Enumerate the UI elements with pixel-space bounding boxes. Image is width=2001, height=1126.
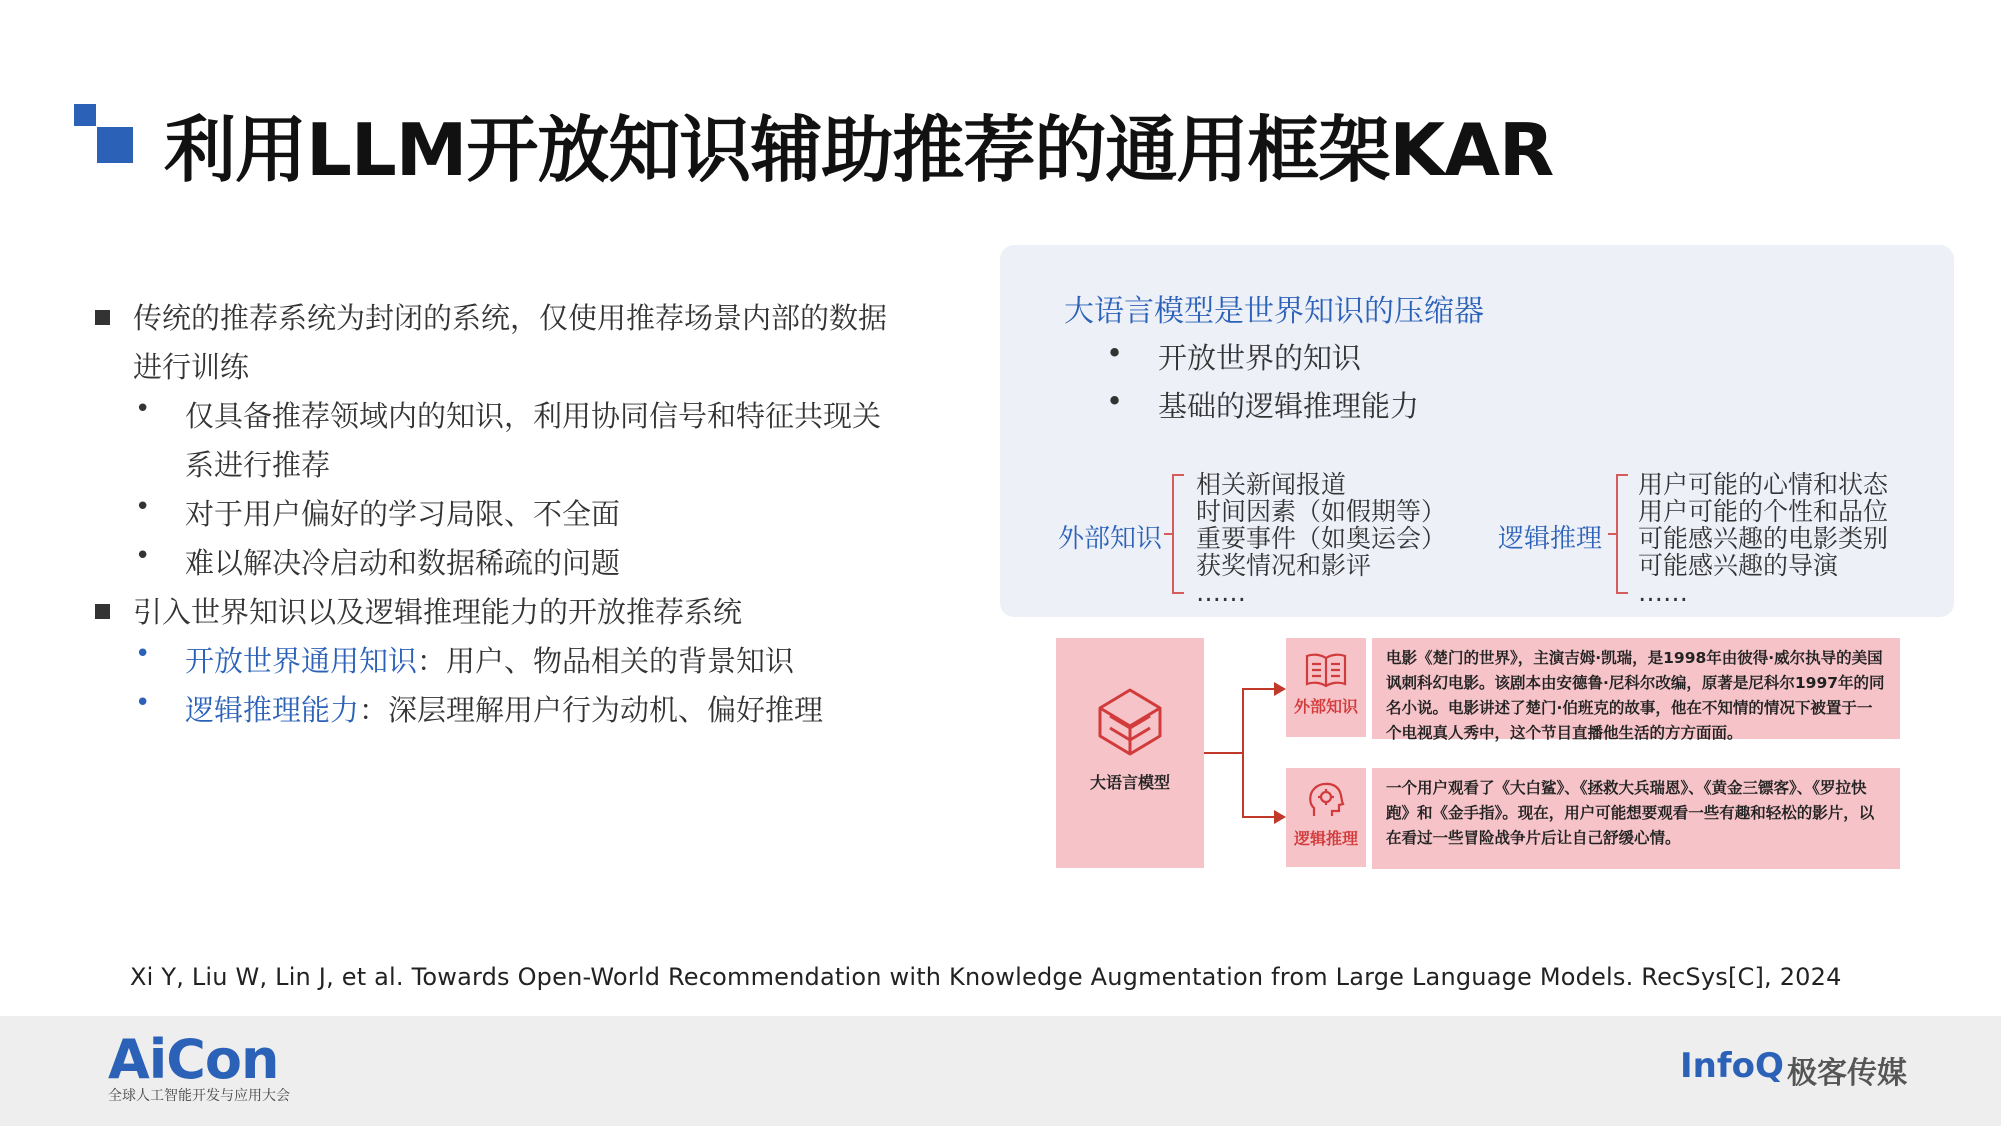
square-bullet-icon: [95, 310, 110, 325]
sub-5-rest: ：深层理解用户行为动机、偏好推理: [359, 693, 824, 727]
external-knowledge-list: [1196, 471, 1446, 606]
dot-bullet-icon: •: [135, 492, 151, 522]
dot-bullet-icon: •: [1106, 384, 1124, 418]
sub-4: [185, 639, 794, 680]
sub-4-rest: ：用户、物品相关的背景知识: [417, 644, 795, 678]
brace-tick: [1164, 533, 1174, 535]
panel-title: 大语言模型是世界知识的压缩器: [1064, 294, 1484, 329]
reasoning-item: 用户可能的个性和品位: [1638, 497, 1889, 526]
connector: [1242, 688, 1244, 816]
external-item: 重要事件（如奥运会）: [1196, 524, 1447, 553]
dot-bullet-icon: •: [135, 541, 151, 571]
aicon-subtitle: 全球人工智能开发与应用大会: [108, 1088, 290, 1104]
panel-bullet-1: 开放世界的知识: [1158, 341, 1362, 375]
aicon-logo: AiCon: [108, 1028, 279, 1091]
external-item: 时间因素（如假期等）: [1196, 497, 1447, 526]
arrow-right-icon: [1274, 810, 1286, 824]
arrow-right-icon: [1274, 682, 1286, 696]
dot-bullet-icon: •: [135, 394, 151, 424]
sub-1-line-1: 仅具备推荐领域内的知识，利用协同信号和特征共现关: [185, 399, 882, 433]
sub-3: 难以解决冷启动和数据稀疏的问题: [185, 546, 621, 580]
connector: [1204, 752, 1242, 754]
sub-1-line-2: 系进行推荐: [185, 448, 331, 482]
bullet-2: 引入世界知识以及逻辑推理能力的开放推荐系统: [133, 595, 743, 629]
reasoning-item: 用户可能的心情和状态: [1638, 470, 1889, 499]
dot-bullet-icon: •: [135, 688, 151, 718]
external-knowledge-label: 外部知识: [1058, 524, 1163, 554]
reasoning-item: 可能感兴趣的导演: [1638, 551, 1839, 580]
external-knowledge-small-label: 外部知识: [1293, 697, 1358, 716]
citation: Xi Y, Liu W, Lin J, et al. Towards Open-World Recommendation with Knowledge Augmentation from Large Language Models. RecSys[C], 2024: [130, 963, 1842, 991]
dot-bullet-icon: •: [1106, 336, 1124, 370]
external-item: ……: [1196, 578, 1246, 607]
sub-2: 对于用户偏好的学习局限、不全面: [185, 497, 621, 531]
square-bullet-icon: [95, 604, 110, 619]
dot-bullet-icon: •: [135, 639, 151, 669]
reasoning-item: ……: [1638, 578, 1688, 607]
bullet-1-line-2: 进行训练: [133, 350, 250, 384]
book-icon: [1304, 652, 1348, 688]
sub-5-key: 逻辑推理能力: [185, 693, 360, 727]
external-item: 获奖情况和影评: [1196, 551, 1372, 580]
reasoning-item: 可能感兴趣的电影类别: [1638, 524, 1889, 553]
sub-5: [185, 688, 823, 729]
external-item: 相关新闻报道: [1196, 470, 1347, 499]
brace-tick: [1608, 533, 1618, 535]
llm-brain-icon: [1094, 686, 1166, 758]
reasoning-label: 逻辑推理: [1498, 524, 1603, 554]
panel-bullet-2: 基础的逻辑推理能力: [1158, 389, 1420, 423]
infoq-logo: InfoQ: [1680, 1046, 1784, 1086]
title-logo-icon: [74, 104, 134, 164]
external-knowledge-text: 电影《楚门的世界》，主演吉姆·凯瑞，是1998年由彼得·威尔执导的美国讽刺科幻电影。该剧本由安德鲁·尼科尔改编，原著是尼科尔1997年的同名小说。电影讲述了楚门·伯班克的故事，他在不知情的情况下被置于一个电视真人秀中，这个节目直播他生活的方方面面。: [1372, 638, 1900, 739]
geekbang-logo: 极客传媒: [1787, 1056, 1907, 1091]
reasoning-small-label: 逻辑推理: [1293, 829, 1358, 848]
head-gear-icon: [1306, 780, 1346, 820]
sub-4-key: 开放世界通用知识: [185, 644, 418, 678]
reasoning-text: 一个用户观看了《大白鲨》、《拯救大兵瑞恩》、《黄金三镖客》、《罗拉快跑》和《金手指》。现在，用户可能想要观看一些有趣和轻松的影片，以在看过一些冒险战争片后让自己舒缓心情。: [1372, 768, 1900, 869]
llm-label: 大语言模型: [1089, 773, 1170, 792]
bullet-1-line-1: 传统的推荐系统为封闭的系统，仅使用推荐场景内部的数据: [133, 301, 888, 335]
page-title: 利用LLM开放知识辅助推荐的通用框架KAR: [164, 108, 1554, 192]
reasoning-list: [1638, 471, 1888, 606]
